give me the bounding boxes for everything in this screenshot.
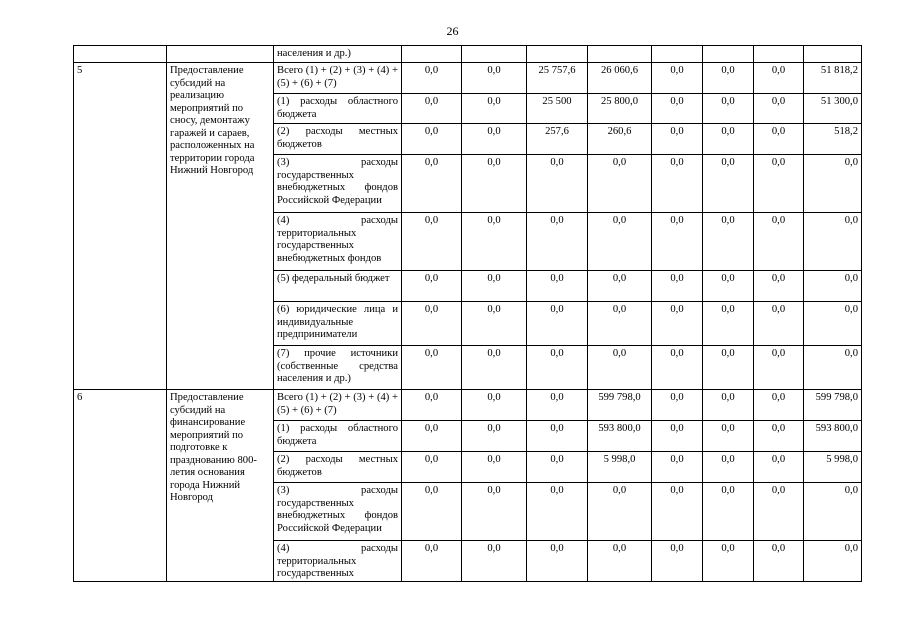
total-value-cell: 51 818,2: [804, 63, 862, 94]
year-value-cell: 0,0: [652, 155, 703, 213]
year-value-cell: 0,0: [754, 155, 804, 213]
year-value-cell: 0,0: [402, 483, 462, 541]
year-value-cell: 0,0: [652, 390, 703, 421]
funding-source-label: (1) расходы областного бюджета: [274, 94, 402, 124]
year-value-cell: 0,0: [754, 213, 804, 271]
year-value-cell: 0,0: [652, 346, 703, 390]
year-value-cell: 5 998,0: [588, 452, 652, 483]
year-value-cell: 0,0: [402, 63, 462, 94]
total-value-cell: 0,0: [804, 346, 862, 390]
cell-empty: [652, 46, 703, 63]
year-value-cell: 0,0: [462, 155, 527, 213]
year-value-cell: 0,0: [652, 94, 703, 124]
year-value-cell: 0,0: [462, 302, 527, 346]
funding-source-label: (7) прочие источники (собственные средства населения и др.): [274, 346, 402, 390]
year-value-cell: 0,0: [754, 271, 804, 302]
year-value-cell: 0,0: [703, 483, 754, 541]
year-value-cell: 0,0: [588, 346, 652, 390]
funding-source-label: (2) расходы местных бюджетов: [274, 452, 402, 483]
measure-title: Предоставление субсидий на реализацию мероприятий по сносу, демонтажу гаражей и сараев, расположенных на территории города Нижний Новгород: [167, 63, 274, 390]
year-value-cell: 0,0: [527, 541, 588, 582]
year-value-cell: 0,0: [754, 94, 804, 124]
year-value-cell: 0,0: [754, 421, 804, 452]
funding-source-label: Всего (1) + (2) + (3) + (4) + (5) + (6) + (7): [274, 63, 402, 94]
year-value-cell: 0,0: [588, 541, 652, 582]
year-value-cell: 0,0: [652, 452, 703, 483]
year-value-cell: 260,6: [588, 124, 652, 155]
year-value-cell: 0,0: [462, 94, 527, 124]
year-value-cell: 0,0: [652, 213, 703, 271]
year-value-cell: 0,0: [652, 271, 703, 302]
year-value-cell: 0,0: [527, 390, 588, 421]
year-value-cell: 25 500: [527, 94, 588, 124]
year-value-cell: 0,0: [402, 213, 462, 271]
funding-source-label: (2) расходы местных бюджетов: [274, 124, 402, 155]
table-row: [74, 63, 862, 94]
year-value-cell: 0,0: [652, 421, 703, 452]
year-value-cell: 0,0: [703, 346, 754, 390]
year-value-cell: 0,0: [703, 302, 754, 346]
total-value-cell: 0,0: [804, 213, 862, 271]
year-value-cell: 0,0: [462, 421, 527, 452]
budget-table: [73, 45, 862, 582]
year-value-cell: 0,0: [402, 155, 462, 213]
total-value-cell: 518,2: [804, 124, 862, 155]
year-value-cell: 599 798,0: [588, 390, 652, 421]
year-value-cell: 0,0: [588, 213, 652, 271]
year-value-cell: 0,0: [462, 124, 527, 155]
year-value-cell: 0,0: [652, 483, 703, 541]
year-value-cell: 593 800,0: [588, 421, 652, 452]
cell-empty: [804, 46, 862, 63]
year-value-cell: 0,0: [703, 541, 754, 582]
total-value-cell: 0,0: [804, 155, 862, 213]
cell-empty: [703, 46, 754, 63]
page-number: 26: [446, 24, 459, 38]
year-value-cell: 0,0: [527, 155, 588, 213]
year-value-cell: 26 060,6: [588, 63, 652, 94]
total-value-cell: 0,0: [804, 483, 862, 541]
total-value-cell: 0,0: [804, 302, 862, 346]
total-value-cell: 0,0: [804, 541, 862, 582]
total-value-cell: 0,0: [804, 271, 862, 302]
year-value-cell: 0,0: [703, 155, 754, 213]
year-value-cell: 0,0: [703, 63, 754, 94]
year-value-cell: 0,0: [462, 390, 527, 421]
year-value-cell: 0,0: [462, 346, 527, 390]
total-value-cell: 51 300,0: [804, 94, 862, 124]
year-value-cell: 0,0: [652, 541, 703, 582]
year-value-cell: 0,0: [402, 346, 462, 390]
year-value-cell: 0,0: [754, 346, 804, 390]
year-value-cell: 0,0: [703, 94, 754, 124]
year-value-cell: 0,0: [527, 271, 588, 302]
year-value-cell: 0,0: [754, 390, 804, 421]
total-value-cell: 5 998,0: [804, 452, 862, 483]
year-value-cell: 0,0: [703, 390, 754, 421]
year-value-cell: 0,0: [462, 213, 527, 271]
year-value-cell: 0,0: [652, 63, 703, 94]
year-value-cell: 0,0: [527, 452, 588, 483]
year-value-cell: 0,0: [652, 302, 703, 346]
year-value-cell: 0,0: [703, 271, 754, 302]
year-value-cell: 0,0: [402, 390, 462, 421]
funding-source-label: (1) расходы областного бюджета: [274, 421, 402, 452]
measure-number: 6: [74, 390, 167, 582]
year-value-cell: 0,0: [754, 124, 804, 155]
funding-source-label: (6) юридические лица и индивидуальные предприниматели: [274, 302, 402, 346]
year-value-cell: 0,0: [402, 271, 462, 302]
funding-source-label: (3) расходы государственных внебюджетных фондов Российской Федерации: [274, 155, 402, 213]
year-value-cell: 25 800,0: [588, 94, 652, 124]
year-value-cell: 0,0: [527, 346, 588, 390]
year-value-cell: 0,0: [527, 421, 588, 452]
funding-source-label: (4) расходы территориальных государственных: [274, 541, 402, 582]
cell-empty: [527, 46, 588, 63]
year-value-cell: 0,0: [462, 483, 527, 541]
funding-source-label: (5) федеральный бюджет: [274, 271, 402, 302]
funding-source-label: (3) расходы государственных внебюджетных фондов Российской Федерации: [274, 483, 402, 541]
funding-source-label: (4) расходы территориальных государственных внебюджетных фондов: [274, 213, 402, 271]
year-value-cell: 0,0: [527, 302, 588, 346]
year-value-cell: 0,0: [402, 302, 462, 346]
year-value-cell: 0,0: [402, 94, 462, 124]
year-value-cell: 0,0: [652, 124, 703, 155]
table-row: [74, 390, 862, 421]
table-body: [74, 46, 862, 582]
total-value-cell: 593 800,0: [804, 421, 862, 452]
year-value-cell: 0,0: [703, 213, 754, 271]
year-value-cell: 0,0: [402, 541, 462, 582]
year-value-cell: 0,0: [588, 271, 652, 302]
year-value-cell: 0,0: [527, 213, 588, 271]
year-value-cell: 0,0: [462, 452, 527, 483]
year-value-cell: 0,0: [402, 421, 462, 452]
cell-empty: [167, 46, 274, 63]
total-value-cell: 599 798,0: [804, 390, 862, 421]
year-value-cell: 0,0: [754, 483, 804, 541]
year-value-cell: 0,0: [588, 483, 652, 541]
funding-source-label: Всего (1) + (2) + (3) + (4) + (5) + (6) + (7): [274, 390, 402, 421]
year-value-cell: 0,0: [527, 483, 588, 541]
year-value-cell: 0,0: [588, 155, 652, 213]
year-value-cell: 0,0: [462, 271, 527, 302]
year-value-cell: 0,0: [703, 452, 754, 483]
cell-empty: [754, 46, 804, 63]
table-row-continuation: [74, 46, 862, 63]
cell-empty: [588, 46, 652, 63]
measure-title: Предоставление субсидий на финансирование мероприятий по подготовке к празднованию 800-летия основания города Нижний Новгород: [167, 390, 274, 582]
year-value-cell: 0,0: [402, 124, 462, 155]
cell-empty: [402, 46, 462, 63]
year-value-cell: 0,0: [588, 302, 652, 346]
year-value-cell: 0,0: [754, 302, 804, 346]
year-value-cell: 25 757,6: [527, 63, 588, 94]
cell-empty: [74, 46, 167, 63]
year-value-cell: 0,0: [754, 452, 804, 483]
year-value-cell: 0,0: [462, 63, 527, 94]
year-value-cell: 0,0: [462, 541, 527, 582]
measure-number: 5: [74, 63, 167, 390]
year-value-cell: 0,0: [754, 63, 804, 94]
year-value-cell: 257,6: [527, 124, 588, 155]
continued-item-label: населения и др.): [274, 46, 402, 63]
year-value-cell: 0,0: [754, 541, 804, 582]
cell-empty: [462, 46, 527, 63]
year-value-cell: 0,0: [703, 421, 754, 452]
year-value-cell: 0,0: [402, 452, 462, 483]
year-value-cell: 0,0: [703, 124, 754, 155]
